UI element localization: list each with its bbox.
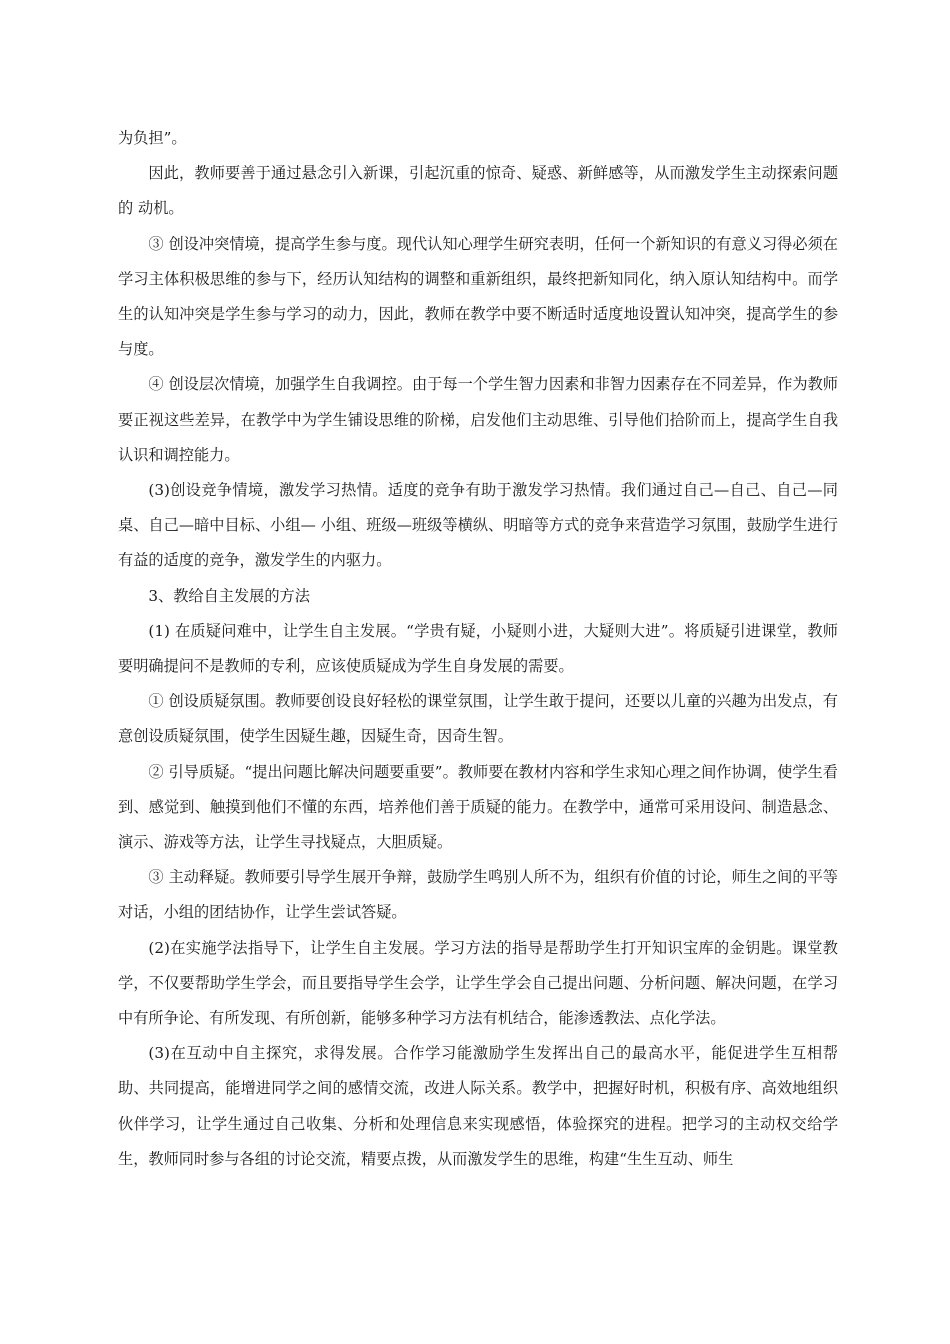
section-heading-methods: 3、教给自主发展的方法 <box>148 586 310 605</box>
document-body <box>118 121 838 1177</box>
paragraph-study-methods: (2)在实施学法指导下，让学生自主发展。学习方法的指导是帮助学生打开知识宝库的金钥匙。课堂教学，不仅要帮助学生学会，而且要指导学生会学，让学生学会自己提出问题、分析问题、解决问题，在学习中有所争论、有所发现、有所创新，能够多种学习方法有机结合，能渗透教法、点化学法。 <box>118 938 838 1028</box>
paragraph-active-answering: ③ 主动释疑。教师要引导学生展开争辩，鼓励学生鸣别人所不为，组织有价值的讨论，师生之间的平等对话，小组的团结协作，让学生尝试答疑。 <box>118 868 838 922</box>
paragraph-guided-questioning: ② 引导质疑。“提出问题比解决问题要重要”。教师要在教材内容和学生求知心理之间作协调，使学生看到、感觉到、触摸到他们不懂的东西，培养他们善于质疑的能力。在教学中，通常可采用设问、制造悬念、演示、游戏等方法，让学生寻找疑点，大胆质疑。 <box>118 762 838 852</box>
paragraph-interactive-inquiry: (3)在互动中自主探究，求得发展。合作学习能激励学生发挥出自己的最高水平，能促进学生互相帮助、共同提高，能增进同学之间的感情交流，改进人际关系。教学中，把握好时机，积极有序、高效地组织伙伴学习，让学生通过自己收集、分析和处理信息来实现感悟，体验探究的进程。把学习的主动权交给学生，教师同时参与各组的讨论交流，精要点拨，从而激发学生的思维，构建“生生互动、师生 <box>118 1044 838 1168</box>
paragraph-suspense-intro: 因此，教师要善于通过悬念引入新课，引起沉重的惊奇、疑惑、新鲜感等，从而激发学生主动探索问题的 动机。 <box>118 164 838 218</box>
paragraph-layered-situation: ④ 创设层次情境，加强学生自我调控。由于每一个学生智力因素和非智力因素存在不同差异，作为教师要正视这些差异，在教学中为学生铺设思维的阶梯，启发他们主动思维、引导他们拾阶而上，提高学生自我认识和调控能力。 <box>118 375 838 464</box>
paragraph-conflict-situation: ③ 创设冲突情境，提高学生参与度。现代认知心理学生研究表明，任何一个新知识的有意义习得必须在学习主体积极思维的参与下，经历认知结构的调整和重新组织，最终把新知同化，纳入原认知结构中。而学生的认知冲突是学生参与学习的动力，因此，教师在教学中要不断适时适度地设置认知冲突，提高学生的参与度。 <box>118 234 838 359</box>
paragraph-questioning-atmosphere: ① 创设质疑氛围。教师要创设良好轻松的课堂氛围，让学生敢于提问，还要以儿童的兴趣为出发点，有意创设质疑氛围，使学生因疑生趣，因疑生奇，因奇生智。 <box>118 692 838 746</box>
paragraph-continuation: 为负担”。 <box>118 129 187 147</box>
paragraph-questioning: (1) 在质疑问难中，让学生自主发展。“学贵有疑，小疑则小进，大疑则大进”。将质疑引进课堂，教师要明确提问不是教师的专利，应该使质疑成为学生自身发展的需要。 <box>118 621 838 676</box>
paragraph-competition-situation: (3)创设竞争情境，激发学习热情。适度的竞争有助于激发学习热情。我们通过自己—自己、自己—同桌、自己—暗中目标、小组— 小组、班级—班级等横纵、明暗等方式的竞争来营造学习氛围，鼓励学生进行有益的适度的竞争，激发学生的内驱力。 <box>118 481 838 570</box>
